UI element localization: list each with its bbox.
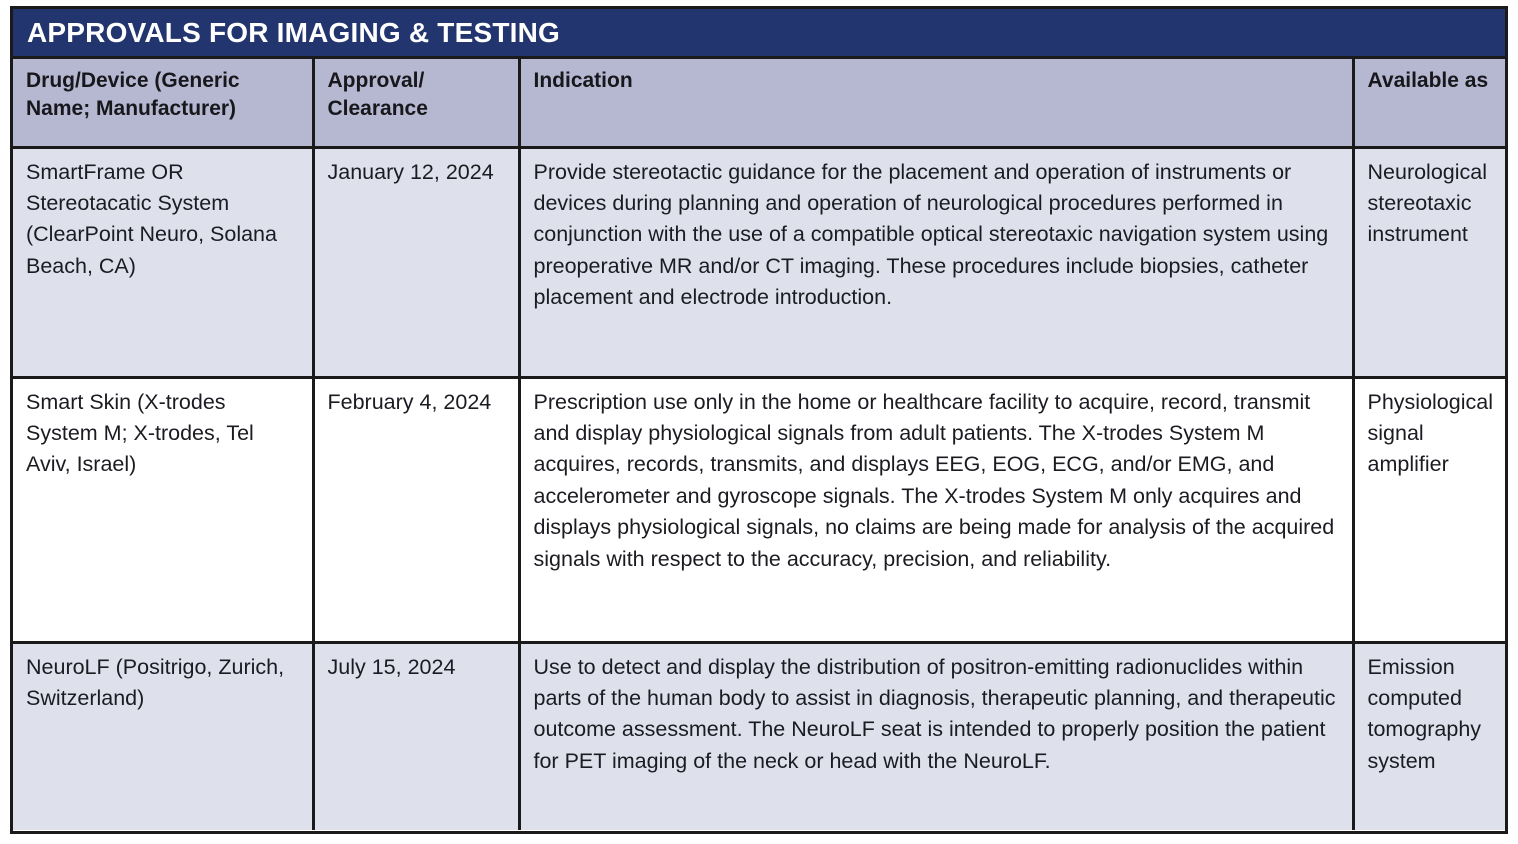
column-header-device: Drug/Device (Generic Name; Manufacturer) (13, 59, 313, 147)
cell-approval: February 4, 2024 (313, 377, 519, 642)
column-header-indication: Indication (519, 59, 1353, 147)
table-title-bar (13, 9, 1505, 59)
cell-indication: Provide stereotactic guidance for the placement and operation of instruments or devices during planning and operation of neurological procedures performed in conjunction with the use of a compatible optical stereotaxic navigation system using preoperative MR and/or CT imaging. These procedures include biopsies, catheter placement and electrode introduction. (519, 147, 1353, 377)
table-row (13, 377, 1505, 642)
column-header-available: Available as (1353, 59, 1505, 147)
cell-approval: July 15, 2024 (313, 642, 519, 830)
approvals-table (13, 59, 1505, 830)
cell-indication: Use to detect and display the distribution of positron-emitting radionuclides within parts of the human body to assist in diagnosis, therapeutic planning, and therapeutic outcome assessment. The NeuroLF seat is intended to properly position the patient for PET imaging of the neck or head with the NeuroLF. (519, 642, 1353, 830)
table-body (13, 147, 1505, 830)
table-row (13, 147, 1505, 377)
approvals-table-container (10, 6, 1508, 834)
column-header-approval: Approval/ Clearance (313, 59, 519, 147)
cell-indication: Prescription use only in the home or healthcare facility to acquire, record, transmit and display physiological signals from adult patients. The X-trodes System M acquires, records, transmits, and displays EEG, EOG, ECG, and/or EMG, and accelerometer and gyroscope signals. The X-trodes System M only acquires and displays physiological signals, no claims are being made for analysis of the acquired signals with respect to the accuracy, precision, and reliability. (519, 377, 1353, 642)
cell-available: Emission computed tomography system (1353, 642, 1505, 830)
cell-device: NeuroLF (Positrigo, Zurich, Switzerland) (13, 642, 313, 830)
cell-available: Neurological stereotaxic instrument (1353, 147, 1505, 377)
cell-approval: January 12, 2024 (313, 147, 519, 377)
table-row (13, 642, 1505, 830)
table-header-row (13, 59, 1505, 147)
cell-device: Smart Skin (X-trodes System M; X-trodes, Tel Aviv, Israel) (13, 377, 313, 642)
table-head (13, 59, 1505, 147)
cell-device: SmartFrame OR Stereotacatic System (ClearPoint Neuro, Solana Beach, CA) (13, 147, 313, 377)
cell-available: Physiological signal amplifier (1353, 377, 1505, 642)
table-title: APPROVALS FOR IMAGING & TESTING (27, 16, 561, 48)
